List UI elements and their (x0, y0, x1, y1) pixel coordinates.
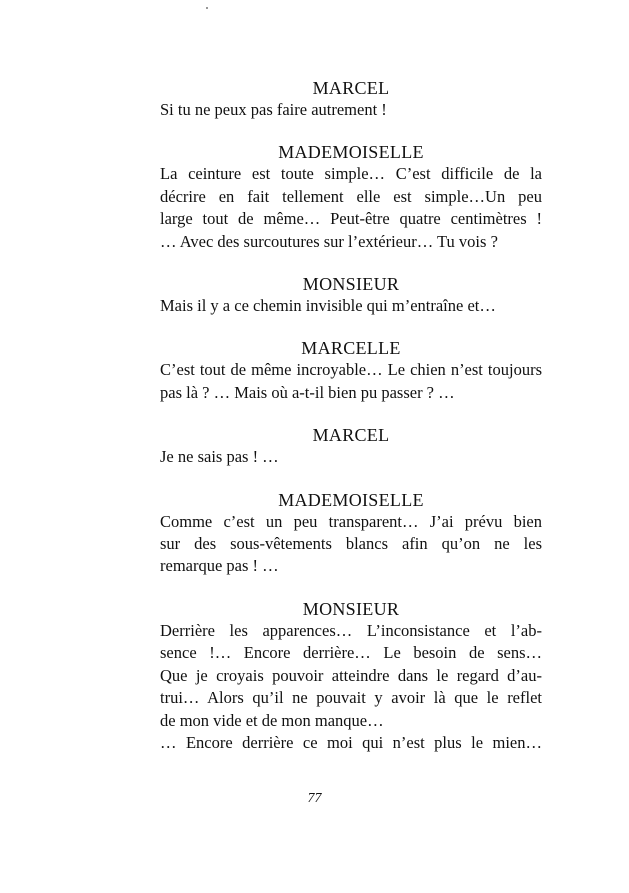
speech-block (160, 424, 542, 468)
speaker-name: MARCELLE (301, 338, 401, 359)
speech-line: décrire en fait tellement elle est simple…Un peu (160, 186, 542, 206)
speech-block (160, 337, 542, 404)
speech-block (160, 598, 542, 754)
speech-line: Que je croyais pouvoir atteindre dans le regard d’au- (160, 665, 542, 685)
speaker-name: MADEMOISELLE (278, 489, 424, 510)
speech-line: Mais il y a ce chemin invisible qui m’entraîne et… (160, 296, 496, 316)
speech-line: … Encore derrière ce moi qui n’est plus le mien… (160, 732, 542, 752)
speech-line: pas là ? … Mais où a-t-il bien pu passer ? … (160, 382, 455, 402)
speech-line: … Avec des surcoutures sur l’extérieur… Tu vois ? (160, 231, 498, 251)
speech-line: remarque pas ! … (160, 556, 279, 576)
speech-line: Je ne sais pas ! … (160, 447, 279, 467)
speech-block (160, 141, 542, 253)
speech-line: de mon vide et de mon manque… (160, 710, 384, 730)
page-number: 77 (307, 791, 322, 806)
speech-line: trui… Alors qu’il ne pouvait y avoir là que le reflet (160, 688, 542, 708)
speaker-name: MARCEL (312, 78, 390, 98)
speech-block (160, 273, 542, 317)
speech-line: sence !… Encore derrière… Le besoin de sens… (160, 643, 542, 663)
speaker-name: MONSIEUR (302, 274, 400, 295)
speech-block (160, 489, 542, 578)
dialogue-text (160, 77, 542, 774)
speaker-name: MONSIEUR (302, 598, 400, 619)
stray-mark (206, 7, 208, 9)
speech-line: C’est tout de même incroyable… Le chien n’est toujours (160, 360, 542, 380)
speech-line: La ceinture est toute simple… C’est difficile de la (160, 164, 542, 184)
speaker-name: MADEMOISELLE (278, 142, 424, 163)
speech-line: large tout de même… Peut-être quatre centimètres ! (160, 209, 542, 229)
speech-line: sur des sous-vêtements blancs afin qu’on ne les (160, 534, 542, 554)
speech-line: Derrière les apparences… L’inconsistance et l’ab- (160, 620, 542, 640)
speaker-name: MARCEL (312, 425, 390, 446)
speech-line: Comme c’est un peu transparent… J’ai prévu bien (160, 511, 542, 531)
speech-block (160, 77, 542, 121)
speech-line: Si tu ne peux pas faire autrement ! (160, 100, 387, 119)
